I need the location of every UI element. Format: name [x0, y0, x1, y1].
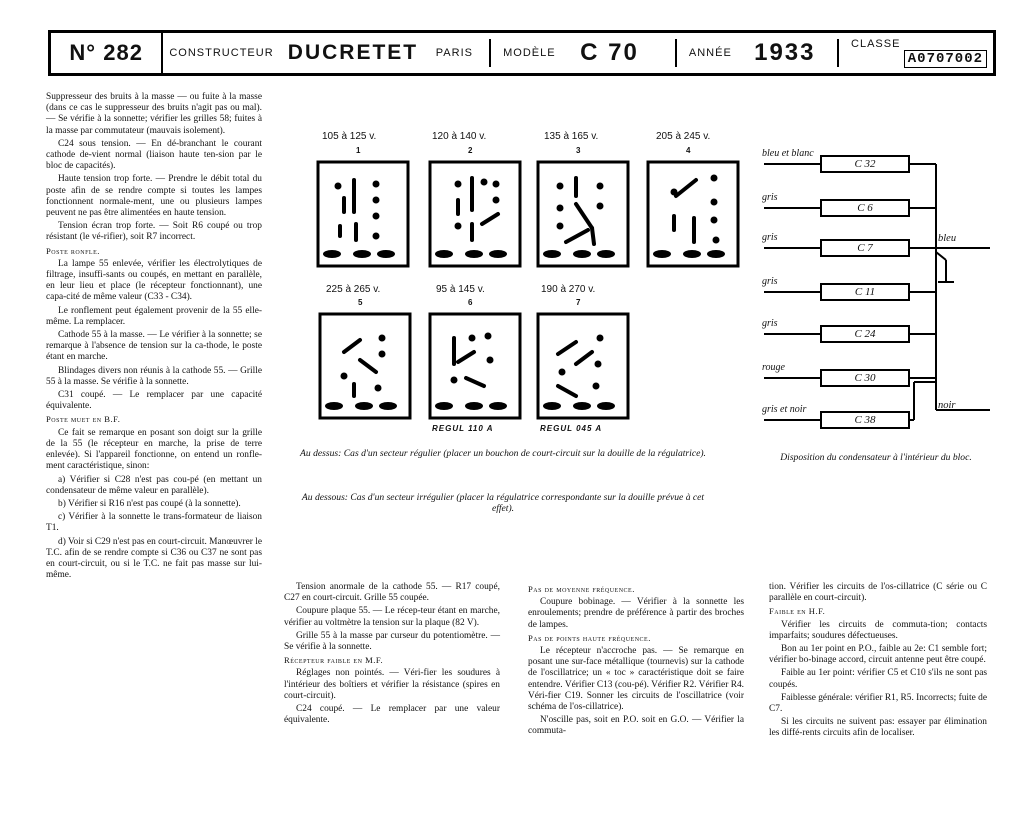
contact-dot	[373, 197, 380, 204]
caption-below: Au dessous: Cas d'un secteur irrégulier (placer la régulatrice correspondante sur la douille prévue à cet effet).	[301, 492, 705, 514]
socket-diagram	[428, 312, 524, 424]
contact-dot	[373, 181, 380, 188]
socket-diagram	[428, 160, 524, 272]
paragraph: Haute tension trop forte. — Prendre le débit total du poste afin de se rendre compte si toutes les lampes fonctionnent normale-ment, une ou plusieurs lampes peuvent ne pas être alimentées en haute tension.	[46, 174, 262, 219]
wire-colour-label: gris	[762, 232, 778, 243]
contact-dot	[481, 179, 488, 186]
socket-pin	[355, 402, 373, 410]
paragraph: La lampe 55 enlevée, vérifier les électrolytiques de filtrage, insuffi-sants ou coupés, en mettant en parallèle, en leur lieu et place (le récepteur fonctionnant), une capa-cité de même valeur (C33 - C34).	[46, 258, 262, 303]
paragraph: Cathode 55 à la masse. — Le vérifier à la sonnette; se remarque à l'absence de tension sur la ca-thode, le poste étant en marche.	[46, 330, 262, 363]
wire-colour-label: gris et noir	[762, 404, 807, 415]
contact-dot	[451, 377, 458, 384]
text-column-4	[769, 582, 987, 742]
modele-label: MODÈLE	[503, 47, 556, 59]
paragraph: Blindages divers non réunis à la cathode 55. — Grille 55 à la masse. Se vérifie à la sonnette.	[46, 365, 262, 387]
paragraph: Coupure bobinage. — Vérifier à la sonnette les enroulements; prendre de préférence à partir des broches de lampes.	[528, 597, 744, 630]
paragraph: Faible au 1er point: vérifier C5 et C10 s'ils ne sont pas coupés.	[769, 668, 987, 690]
contact-dot	[671, 189, 678, 196]
paragraph: a) Vérifier si C28 n'est pas cou-pé (en mettant un condensateur de même valeur en parallèle).	[46, 474, 262, 496]
wire-colour-label: rouge	[762, 362, 785, 373]
socket-pin	[597, 402, 615, 410]
socket-number: 1	[356, 146, 361, 155]
contact-dot	[557, 205, 564, 212]
contact-dot	[485, 333, 492, 340]
model-name: C 70	[580, 39, 639, 66]
regulator-tag: REGUL 045 A	[540, 424, 603, 433]
paragraph: b) Vérifier si R16 n'est pas coupé (à la sonnette).	[58, 498, 241, 509]
socket-pin	[377, 250, 395, 258]
contact-dot	[559, 369, 566, 376]
socket-pin	[435, 402, 453, 410]
socket-number: 6	[468, 298, 473, 307]
caption-above: Au dessus: Cas d'un secteur régulier (placer un bouchon de court-circuit sur la douille de la régulatrice).	[300, 448, 706, 459]
contact-dot	[711, 217, 718, 224]
section-heading: Poste ronfle.	[46, 245, 100, 256]
contact-dot	[597, 335, 604, 342]
capacitor-box: C 11	[820, 283, 910, 301]
caption-block: Disposition du condensateur à l'intérieur du bloc.	[780, 452, 972, 463]
socket-diagram	[536, 160, 632, 272]
brand-name: DUCRETET	[287, 41, 419, 64]
text-column-2	[284, 582, 500, 728]
capacitor-box: C 7	[820, 239, 910, 257]
socket-pin	[683, 250, 701, 258]
socket-pin	[707, 250, 725, 258]
socket-number: 3	[576, 146, 581, 155]
wire-colour-label: gris	[762, 276, 778, 287]
socket-pin	[573, 402, 591, 410]
paragraph: Réglages non pointés. — Véri-fier les soudures à l'intérieur des boîtiers et vérifier la résistance (spires en court-circuit).	[284, 668, 500, 701]
socket-voltage-label: 225 à 265 v.	[326, 284, 381, 295]
section-heading: Poste muet en B.F.	[46, 414, 121, 425]
header-band	[48, 30, 996, 76]
socket-diagram	[316, 160, 412, 272]
socket-number: 5	[358, 298, 363, 307]
contact-dot	[557, 183, 564, 190]
socket-pin	[573, 250, 591, 258]
contact-dot	[379, 335, 386, 342]
socket-pin	[653, 250, 671, 258]
paragraph: Tension écran trop forte. — Soit R6 coupé ou trop résistant (le vé-rifier), soit R7 incorrect.	[46, 221, 262, 243]
socket-voltage-label: 120 à 140 v.	[432, 131, 487, 142]
city-label: PARIS	[435, 47, 473, 59]
socket-pin	[323, 250, 341, 258]
contact-dot	[487, 357, 494, 364]
socket-number: 4	[686, 146, 691, 155]
paragraph: Vérifier les circuits de commuta-tion; contacts imparfaits; soudures défectueuses.	[769, 619, 987, 641]
paragraph: Coupure plaque 55. — Le récep-teur étant en marche, vérifier au voltmètre la tension sur la plaque (82 V).	[284, 606, 500, 628]
socket-diagram	[318, 312, 414, 424]
socket-pin	[489, 250, 507, 258]
contact-dot	[379, 351, 386, 358]
paragraph: Le récepteur n'accroche pas. — Se remarque en posant une sur-face métallique (tournevis) sur la cathode de l'oscillatrice; un « toc » caractéristique doit se faire entendre. Vérifier C13 (cou-pé). Vérifier R2. Vérifier R4. Véri-fier C19. Sonner les circuits de l'oscillatrice (voir schéma de l'os-cillatrice).	[528, 646, 744, 713]
paragraph: C24 coupé. — Le remplacer par une valeur équivalente.	[284, 704, 500, 726]
classification-code: A0707002	[904, 50, 987, 68]
socket-pin	[597, 250, 615, 258]
paragraph: tion. Vérifier les circuits de l'os-cillatrice (C série ou C parallèle en court-circuit).	[769, 582, 987, 604]
section-heading: Pas de points haute fréquence.	[528, 632, 651, 643]
paragraph: d) Voir si C29 n'est pas en court-circuit. Manœuvrer le T.C. afin de se rendre compte si C36 ou C37 ne sont pas en court-circuit, ou si le T.C. ne fait pas masse sur lui-même.	[46, 536, 262, 581]
divider	[837, 39, 839, 67]
socket-pin	[379, 402, 397, 410]
contact-dot	[713, 237, 720, 244]
socket-pin	[325, 402, 343, 410]
section-heading: Faible en H.F.	[769, 606, 826, 617]
section-heading: Pas de moyenne fréquence.	[528, 584, 635, 594]
paragraph: Grille 55 à la masse par curseur du potentiomètre. — Se vérifie à la sonnette.	[284, 630, 500, 653]
socket-pin	[543, 250, 561, 258]
socket-voltage-label: 95 à 145 v.	[436, 284, 485, 295]
bleu-label: bleu	[938, 233, 957, 244]
socket-number: 7	[576, 298, 581, 307]
contact-dot	[711, 175, 718, 182]
capacitor-box: C 30	[820, 369, 910, 387]
classe-label: CLASSE	[851, 38, 901, 50]
contact-dot	[597, 203, 604, 210]
contact-dot	[335, 183, 342, 190]
divider	[675, 39, 677, 67]
wire-colour-label: gris	[762, 318, 778, 329]
annee-label: ANNÉE	[688, 47, 732, 59]
paragraph: c) Vérifier à la sonnette le trans-formateur de liaison T1.	[46, 512, 262, 534]
contact-dot	[455, 181, 462, 188]
socket-pin	[465, 250, 483, 258]
paragraph: Tension anormale de la cathode 55. — R17 coupé, C27 en court-circuit. Grille 55 coupée.	[284, 582, 500, 604]
contact-dot	[373, 233, 380, 240]
contact-dot	[493, 197, 500, 204]
contact-dot	[493, 181, 500, 188]
constructeur-label: CONSTRUCTEUR	[169, 47, 274, 59]
capacitor-box: C 32	[820, 155, 910, 173]
contact-dot	[593, 383, 600, 390]
text-column-3	[528, 582, 744, 740]
contact-dot	[595, 361, 602, 368]
socket-diagram	[536, 312, 632, 424]
contact-dot	[373, 213, 380, 220]
noir-label: noir	[938, 400, 956, 411]
wire-colour-label: bleu et blanc	[762, 148, 814, 159]
socket-voltage-label: 190 à 270 v.	[541, 284, 596, 295]
contact-dot	[469, 335, 476, 342]
socket-pin	[435, 250, 453, 258]
text-column-1	[46, 92, 262, 583]
wire-colour-label: gris	[762, 192, 778, 203]
section-heading: Récepteur faible en M.F.	[284, 655, 384, 666]
contact-dot	[341, 373, 348, 380]
contact-dot	[711, 199, 718, 206]
socket-number: 2	[468, 146, 473, 155]
capacitor-box: C 38	[820, 411, 910, 429]
paragraph: Si les circuits ne suivent pas: essayer par élimination les diffé-rents circuits afin de localiser.	[769, 717, 987, 739]
paragraph: Le ronflement peut également provenir de la 55 elle-même. La remplacer.	[46, 305, 262, 327]
regulator-tag: REGUL 110 A	[432, 424, 494, 433]
paragraph: C24 sous tension. — En dé-branchant le courant cathode de-vient normal (liaison haute ten-sion par le bloc de capacités).	[46, 138, 262, 172]
socket-voltage-label: 135 à 165 v.	[544, 131, 599, 142]
paragraph: Faiblesse générale: vérifier R1, R5. Incorrects; fuite de C7.	[769, 692, 987, 715]
socket-pin	[543, 402, 561, 410]
capacitor-box: C 24	[820, 325, 910, 343]
paragraph: Bon au 1er point en P.O., faible au 2e: C1 semble fort; vérifier bo-binage accord, circuit antenne peut être coupé.	[769, 644, 987, 666]
ground-link	[936, 252, 946, 260]
paragraph: C31 coupé. — Le remplacer par une capacité équivalente.	[46, 390, 262, 412]
capacitor-box: C 6	[820, 199, 910, 217]
paragraph: Ce fait se remarque en posant son doigt sur la grille de la 55 (le récepteur en marche, la prise de terre enlevée). Si l'appareil fonctionne, on entend un ronfle-ment caractéristique, sinon:	[46, 427, 262, 472]
socket-pin	[465, 402, 483, 410]
socket-pin	[353, 250, 371, 258]
contact-dot	[557, 223, 564, 230]
divider	[489, 39, 491, 67]
contact-dot	[375, 385, 382, 392]
sheet-number: N° 282	[51, 33, 163, 73]
socket-voltage-label: 105 à 125 v.	[322, 131, 377, 142]
contact-dot	[597, 183, 604, 190]
year: 1933	[754, 39, 816, 66]
contact-dot	[455, 223, 462, 230]
strap-link	[592, 228, 594, 244]
socket-voltage-label: 205 à 245 v.	[656, 131, 711, 142]
paragraph: Suppresseur des bruits à la masse — ou fuite à la masse (dans ce cas le suppresseur des bruits n'agit pas ou mal). — Se vérifie à la sonnette; vérifier les grilles 58; fuites à la masse par commutateur (mauvais isolement).	[46, 92, 262, 136]
paragraph: N'oscille pas, soit en P.O. soit en G.O. — Vérifier la commuta-	[528, 715, 744, 737]
socket-diagram	[646, 160, 742, 272]
socket-pin	[489, 402, 507, 410]
